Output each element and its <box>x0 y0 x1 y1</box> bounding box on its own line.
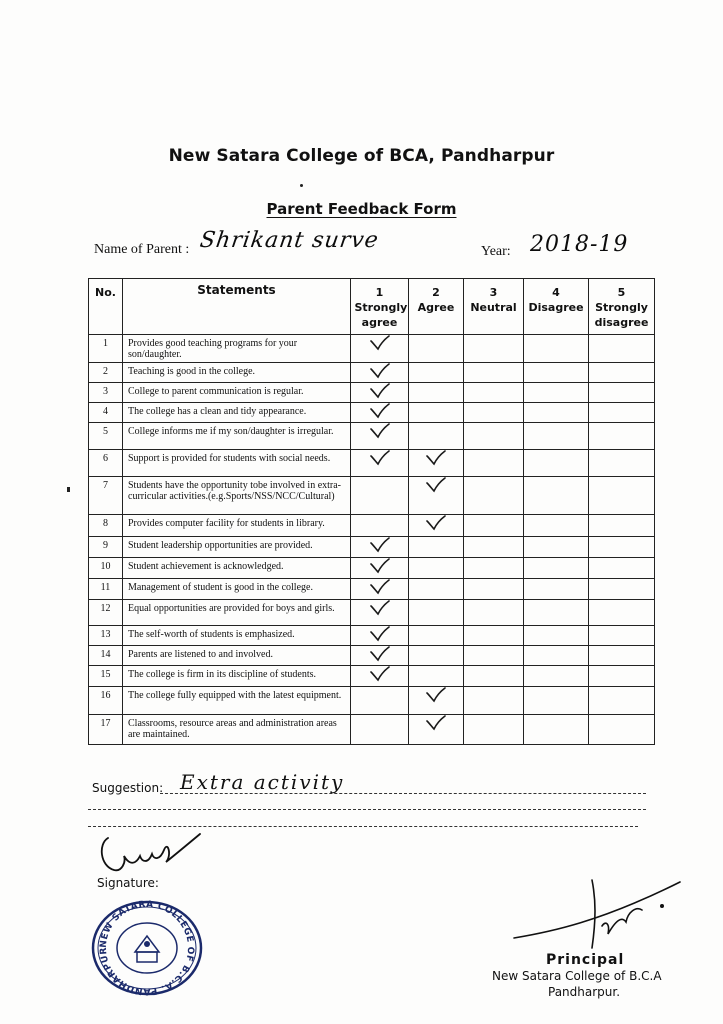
cell-agree <box>409 579 464 600</box>
table-row <box>89 579 655 600</box>
header-col4-number: 4 <box>552 286 560 299</box>
cell-strongly-disagree <box>589 363 655 383</box>
header-col2-number: 2 <box>432 286 440 299</box>
principal-college: New Satara College of B.C.A <box>492 969 662 983</box>
cell-strongly-disagree <box>589 646 655 666</box>
row-statement: The college has a clean and tidy appearance. <box>123 403 351 423</box>
feedback-table <box>88 278 655 745</box>
suggestion-label: Suggestion: <box>92 781 164 795</box>
stray-dot <box>300 184 303 187</box>
cell-agree <box>409 646 464 666</box>
table-row <box>89 335 655 363</box>
cell-strongly-agree <box>351 687 409 715</box>
suggestion-value: Extra activity <box>180 770 345 794</box>
seal-text: NEW SATARA COLLEGE OF B.C.A. PANDHARPUR <box>98 900 196 996</box>
checkmark-icon <box>425 687 447 703</box>
checkmark-icon <box>369 626 391 642</box>
cell-agree <box>409 537 464 558</box>
row-statement: Provides computer facility for students in library. <box>123 515 351 537</box>
cell-strongly-agree <box>351 579 409 600</box>
row-statement: Teaching is good in the college. <box>123 363 351 383</box>
cell-disagree <box>524 423 589 450</box>
cell-agree <box>409 450 464 477</box>
row-statement: The college is firm in its discipline of students. <box>123 666 351 687</box>
principal-title: Principal <box>546 952 625 968</box>
cell-disagree <box>524 600 589 626</box>
cell-neutral <box>464 423 524 450</box>
header-col4-text: Disagree <box>528 301 584 314</box>
cell-agree <box>409 335 464 363</box>
cell-agree <box>409 687 464 715</box>
cell-neutral <box>464 646 524 666</box>
cell-disagree <box>524 403 589 423</box>
table-row <box>89 537 655 558</box>
form-title-text: Parent Feedback Form <box>266 200 457 218</box>
row-number: 3 <box>89 383 123 403</box>
cell-neutral <box>464 477 524 515</box>
table-body <box>89 335 655 745</box>
row-number: 9 <box>89 537 123 558</box>
table-row <box>89 715 655 745</box>
cell-agree <box>409 666 464 687</box>
cell-strongly-agree <box>351 450 409 477</box>
header-col1-text: Strongly agree <box>354 301 408 329</box>
row-number: 10 <box>89 558 123 579</box>
table-row <box>89 626 655 646</box>
principal-signature <box>510 876 685 956</box>
form-title <box>0 200 723 218</box>
cell-strongly-agree <box>351 646 409 666</box>
cell-neutral <box>464 558 524 579</box>
row-statement: Classrooms, resource areas and administration areas are maintained. <box>123 715 351 745</box>
college-seal <box>90 900 204 996</box>
cell-agree <box>409 403 464 423</box>
row-number: 13 <box>89 626 123 646</box>
cell-agree <box>409 423 464 450</box>
checkmark-icon <box>425 515 447 531</box>
cell-agree <box>409 558 464 579</box>
cell-strongly-agree <box>351 515 409 537</box>
cell-neutral <box>464 715 524 745</box>
cell-disagree <box>524 537 589 558</box>
cell-neutral <box>464 687 524 715</box>
cell-neutral <box>464 537 524 558</box>
cell-neutral <box>464 600 524 626</box>
cell-neutral <box>464 363 524 383</box>
row-number: 4 <box>89 403 123 423</box>
cell-disagree <box>524 626 589 646</box>
table-row <box>89 666 655 687</box>
year-value: 2018-19 <box>530 232 629 257</box>
cell-strongly-disagree <box>589 715 655 745</box>
cell-strongly-agree <box>351 403 409 423</box>
checkmark-icon <box>425 715 447 731</box>
cell-strongly-disagree <box>589 423 655 450</box>
cell-strongly-agree <box>351 558 409 579</box>
cell-strongly-disagree <box>589 687 655 715</box>
row-statement: College to parent communication is regular. <box>123 383 351 403</box>
principal-place: Pandharpur. <box>548 985 621 999</box>
cell-strongly-agree <box>351 537 409 558</box>
header-agree <box>409 279 464 335</box>
row-number: 17 <box>89 715 123 745</box>
table-row <box>89 646 655 666</box>
college-name: New Satara College of BCA, Pandharpur <box>168 146 555 166</box>
checkmark-icon <box>425 477 447 493</box>
cell-disagree <box>524 515 589 537</box>
parent-signature <box>96 826 206 880</box>
cell-strongly-agree <box>351 715 409 745</box>
header-col2-text: Agree <box>417 301 455 314</box>
cell-strongly-agree <box>351 666 409 687</box>
cell-disagree <box>524 579 589 600</box>
cell-neutral <box>464 335 524 363</box>
cell-agree <box>409 363 464 383</box>
cell-strongly-disagree <box>589 626 655 646</box>
svg-text:NEW SATARA COLLEGE OF B.C.A. P <box>99 900 195 996</box>
cell-neutral <box>464 383 524 403</box>
row-statement: Support is provided for students with social needs. <box>123 450 351 477</box>
row-number: 12 <box>89 600 123 626</box>
cell-strongly-disagree <box>589 579 655 600</box>
cell-strongly-agree <box>351 335 409 363</box>
table-row <box>89 403 655 423</box>
header-col3-text: Neutral <box>470 301 517 314</box>
row-number: 7 <box>89 477 123 515</box>
year-label: Year: <box>481 244 511 259</box>
cell-strongly-agree <box>351 363 409 383</box>
cell-neutral <box>464 515 524 537</box>
header-strongly-agree <box>351 279 409 335</box>
table-row <box>89 363 655 383</box>
checkmark-icon <box>369 558 391 574</box>
parent-name-label: Name of Parent : <box>94 242 190 257</box>
checkmark-icon <box>369 403 391 419</box>
header-no: No. <box>89 279 123 335</box>
cell-disagree <box>524 687 589 715</box>
parent-name-value: Shrikant surve <box>198 228 381 253</box>
checkmark-icon <box>369 450 391 466</box>
checkmark-icon <box>369 423 391 439</box>
row-statement: Students have the opportunity tobe involved in extra-curricular activities.(e.g.Sports/NSS/NCC/Cultural) <box>123 477 351 515</box>
cell-disagree <box>524 450 589 477</box>
row-statement: Student leadership opportunities are provided. <box>123 537 351 558</box>
header-col5-number: 5 <box>617 286 626 299</box>
cell-strongly-agree <box>351 626 409 646</box>
header-strongly-disagree <box>589 279 655 335</box>
cell-disagree <box>524 666 589 687</box>
row-statement: Parents are listened to and involved. <box>123 646 351 666</box>
cell-disagree <box>524 383 589 403</box>
cell-strongly-disagree <box>589 515 655 537</box>
row-statement: Equal opportunities are provided for boys and girls. <box>123 600 351 626</box>
cell-disagree <box>524 715 589 745</box>
cell-agree <box>409 626 464 646</box>
checkmark-icon <box>369 383 391 399</box>
cell-strongly-disagree <box>589 558 655 579</box>
table-row <box>89 558 655 579</box>
cell-agree <box>409 600 464 626</box>
signature-label: Signature: <box>97 876 159 890</box>
cell-agree <box>409 477 464 515</box>
table-row <box>89 383 655 403</box>
row-number: 1 <box>89 335 123 363</box>
row-statement: College informs me if my son/daughter is irregular. <box>123 423 351 450</box>
table-row <box>89 687 655 715</box>
row-statement: Student achievement is acknowledged. <box>123 558 351 579</box>
cell-strongly-disagree <box>589 537 655 558</box>
header-col3-number: 3 <box>489 286 498 299</box>
row-number: 2 <box>89 363 123 383</box>
cell-strongly-agree <box>351 423 409 450</box>
cell-disagree <box>524 477 589 515</box>
row-number: 8 <box>89 515 123 537</box>
cell-disagree <box>524 646 589 666</box>
table-row <box>89 450 655 477</box>
cell-disagree <box>524 558 589 579</box>
cell-disagree <box>524 363 589 383</box>
checkmark-icon <box>369 335 391 351</box>
checkmark-icon <box>369 363 391 379</box>
header-col5-text: Strongly disagree <box>594 301 649 329</box>
row-number: 6 <box>89 450 123 477</box>
cell-strongly-disagree <box>589 403 655 423</box>
header-col1-number: 1 <box>375 286 384 299</box>
row-number: 15 <box>89 666 123 687</box>
row-statement: Management of student is good in the college. <box>123 579 351 600</box>
row-statement: The college fully equipped with the latest equipment. <box>123 687 351 715</box>
cell-strongly-disagree <box>589 666 655 687</box>
cell-agree <box>409 515 464 537</box>
suggestion-line-1 <box>160 793 646 794</box>
header-statements: Statements <box>123 279 351 335</box>
table-row <box>89 423 655 450</box>
cell-strongly-disagree <box>589 477 655 515</box>
header-neutral <box>464 279 524 335</box>
cell-strongly-disagree <box>589 450 655 477</box>
table-row <box>89 600 655 626</box>
cell-strongly-agree <box>351 600 409 626</box>
checkmark-icon <box>369 579 391 595</box>
cell-neutral <box>464 403 524 423</box>
table-header-row <box>89 279 655 335</box>
cell-strongly-agree <box>351 383 409 403</box>
checkmark-icon <box>369 646 391 662</box>
checkmark-icon <box>369 666 391 682</box>
cell-neutral <box>464 579 524 600</box>
row-statement: The self-worth of students is emphasized. <box>123 626 351 646</box>
row-number: 16 <box>89 687 123 715</box>
row-statement: Provides good teaching programs for your son/daughter. <box>123 335 351 363</box>
table-row <box>89 515 655 537</box>
row-number: 14 <box>89 646 123 666</box>
suggestion-line-2 <box>88 809 646 810</box>
cell-neutral <box>464 450 524 477</box>
checkmark-icon <box>369 537 391 553</box>
row-number: 5 <box>89 423 123 450</box>
stray-mark <box>67 487 70 492</box>
checkmark-icon <box>425 450 447 466</box>
cell-strongly-agree <box>351 477 409 515</box>
cell-neutral <box>464 666 524 687</box>
row-number: 11 <box>89 579 123 600</box>
cell-disagree <box>524 335 589 363</box>
cell-agree <box>409 383 464 403</box>
cell-strongly-disagree <box>589 335 655 363</box>
cell-agree <box>409 715 464 745</box>
header-disagree <box>524 279 589 335</box>
cell-strongly-disagree <box>589 383 655 403</box>
cell-strongly-disagree <box>589 600 655 626</box>
table-row <box>89 477 655 515</box>
cell-neutral <box>464 626 524 646</box>
checkmark-icon <box>369 600 391 616</box>
